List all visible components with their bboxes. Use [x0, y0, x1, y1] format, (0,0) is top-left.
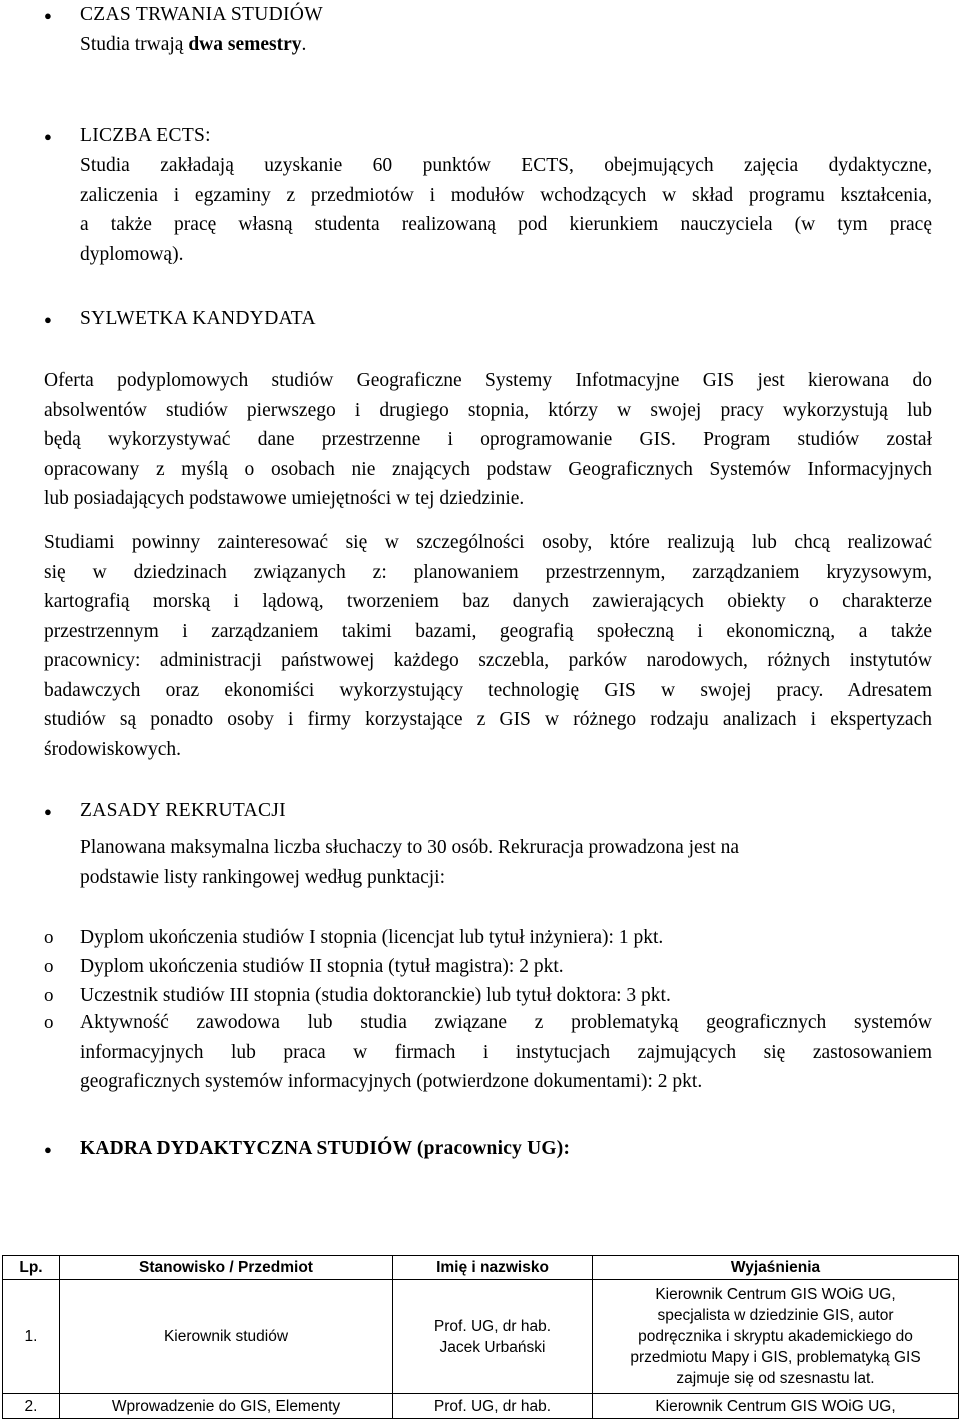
bullet-icon: ● [44, 8, 52, 23]
column-header-position: Stanowisko / Przedmiot [60, 1256, 393, 1280]
cell-notes: Kierownik Centrum GIS WOiG UG, [593, 1394, 959, 1419]
column-header-lp: Lp. [3, 1256, 60, 1280]
staff-heading: KADRA DYDAKTYCZNA STUDIÓW (pracownicy UG): [80, 1138, 571, 1159]
cell-position: Kierownik studiów [60, 1280, 393, 1394]
column-header-name: Imię i nazwisko [393, 1256, 593, 1280]
duration-heading: CZAS TRWANIA STUDIÓW [80, 4, 323, 25]
cell-name: Prof. UG, dr hab. Jacek Urbański [393, 1280, 593, 1394]
candidate-heading: SYLWETKA KANDYDATA [80, 308, 316, 329]
table-row [3, 1394, 959, 1419]
ects-heading: LICZBA ECTS: [80, 125, 211, 146]
ects-paragraph: Studia zakładają uzyskanie 60 punktów ECTS, obejmujących zajęcia dydaktyczne, zaliczenia i egzaminy z przedmiotów i modułów wchodzących w skład programu kształcenia, a także pracę własną studenta realizowaną pod kierunkiem nauczyciela (w tym pracę dyplomową). [80, 155, 932, 265]
column-header-notes: Wyjaśnienia [593, 1256, 959, 1280]
candidate-paragraph-1: Oferta podyplomowych studiów Geograficzne Systemy Infotmacyjne GIS jest kierowana do absolwentów studiów pierwszego i drugiego stopnia, którzy w swojej pracy wykorzystują lub będą wykorzystywać dane przestrzenne i oprogramowanie GIS. Program studiów został opracowany z myślą o osobach nie znających podstaw Geograficznych Systemów Informacyjnych lub posiadających podstawowe umiejętności w tej dziedzinie. [44, 370, 932, 509]
bullet-icon: ● [44, 1142, 52, 1157]
list-item: Aktywność zawodowa lub studia związane z problematyką geograficznych systemów informacyjnych lub praca w firmach i instytucjach zajmujących się zastosowaniem geograficznych systemów informacyjnych (potwierdzone dokumentami): 2 pkt. [80, 1012, 932, 1092]
table-row [3, 1280, 959, 1394]
staff-table [2, 1255, 959, 1419]
table-header-row [3, 1256, 959, 1280]
recruitment-heading: ZASADY REKRUTACJI [80, 800, 286, 821]
list-item: Dyplom ukończenia studiów I stopnia (licencjat lub tytuł inżyniera): 1 pkt. [80, 927, 664, 948]
bullet-icon: ● [44, 129, 52, 144]
list-marker: o [44, 985, 54, 1006]
list-item: Uczestnik studiów III stopnia (studia doktoranckie) lub tytuł doktora: 3 pkt. [80, 985, 671, 1006]
cell-lp: 1. [3, 1280, 60, 1394]
bullet-icon: ● [44, 804, 52, 819]
cell-position: Wprowadzenie do GIS, Elementy [60, 1394, 393, 1419]
recruitment-intro: Planowana maksymalna liczba słuchaczy to 30 osób. Rekruracja prowadzona jest na podstawie listy rankingowej według punktacji: [80, 837, 739, 888]
duration-text: Studia trwają dwa semestry. [80, 34, 307, 55]
cell-lp: 2. [3, 1394, 60, 1419]
list-marker: o [44, 1012, 54, 1033]
list-marker: o [44, 927, 54, 948]
cell-notes: Kierownik Centrum GIS WOiG UG, specjalista w dziedzinie GIS, autor podręcznika i skryptu akademickiego do przedmiotu Mapy i GIS, problematyką GIS zajmuje się od szesnastu lat. [593, 1280, 959, 1394]
cell-name: Prof. UG, dr hab. [393, 1394, 593, 1419]
candidate-paragraph-2: Studiami powinny zainteresować się w szczególności osoby, które realizują lub chcą realizować się w dziedzinach związanych z: planowaniem przestrzennym, zarządzaniem kryzysowym, kartografią morską i lądową, tworzeniem baz danych zawierających obiekty o charakterze przestrzennym i zarządzaniem takimi bazami, geografią społeczną i ekonomiczną, a także pracownicy: administracji państwowej każdego szczebla, parków narodowych, różnych instytutów badawczych oraz ekonomiści wykorzystujący technologię GIS w swojej pracy. Adresatem studiów są ponadto osoby i firmy korzystające z GIS w różnego rodzaju analizach i ekspertyzach środowiskowych. [44, 532, 932, 760]
list-marker: o [44, 956, 54, 977]
bullet-icon: ● [44, 312, 52, 327]
list-item: Dyplom ukończenia studiów II stopnia (tytuł magistra): 2 pkt. [80, 956, 564, 977]
